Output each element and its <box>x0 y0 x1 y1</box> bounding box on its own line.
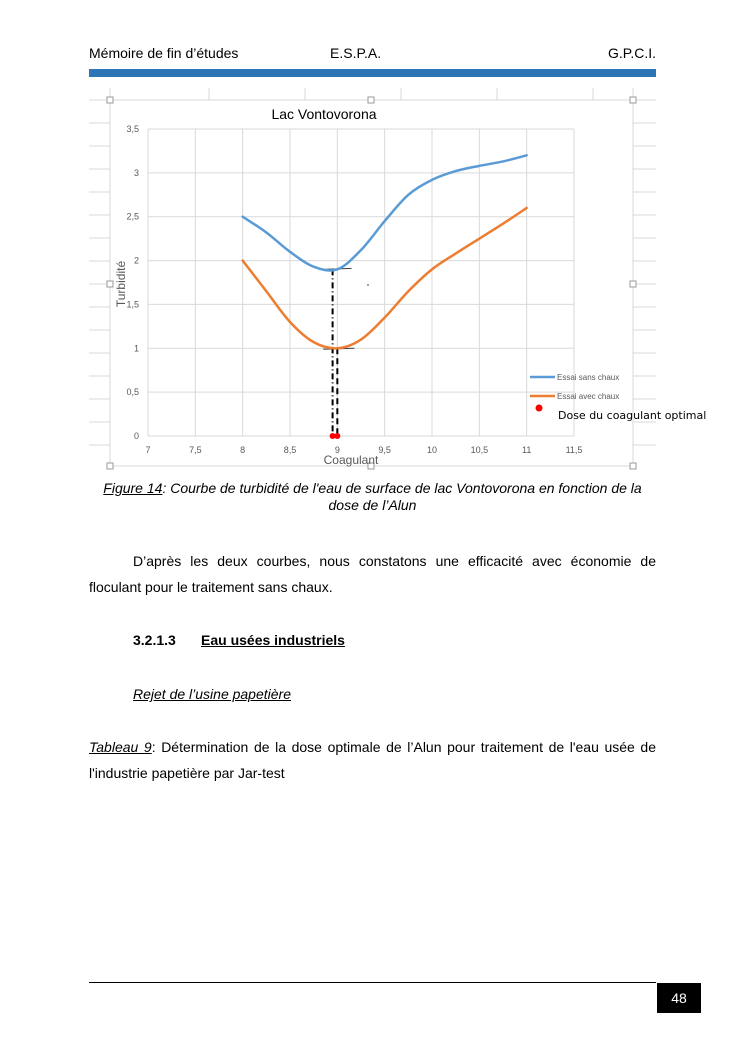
resize-handle <box>630 97 636 103</box>
subsection-title: Rejet de l’usine papetière <box>133 686 291 702</box>
stray-dot <box>367 284 369 286</box>
resize-handle <box>107 463 113 469</box>
x-tick-label: 11 <box>521 445 532 455</box>
y-tick-label: 3,5 <box>126 124 139 134</box>
resize-handle <box>630 281 636 287</box>
figure-caption-text: : Courbe de turbidité de l'eau de surface de lac Vontovorona en fonction de la dose de l’Alun <box>162 480 642 513</box>
resize-handle <box>107 97 113 103</box>
x-tick-label: 7,5 <box>189 445 202 455</box>
x-tick-label: 10,5 <box>470 445 489 455</box>
turbidity-chart <box>89 88 707 468</box>
legend-label: Essai sans chaux <box>557 373 620 382</box>
x-tick-label: 8 <box>240 445 246 455</box>
y-tick-label: 1,5 <box>126 299 139 310</box>
x-tick-label: 10 <box>426 445 438 455</box>
y-tick-label: 3 <box>133 167 139 178</box>
y-tick-label: 0 <box>133 431 139 441</box>
section-title: Eau usées industriels <box>201 632 345 648</box>
y-tick-label: 0,5 <box>126 387 139 398</box>
section-number: 3.2.1.3 <box>133 632 176 648</box>
footer-rule <box>89 982 656 983</box>
chart-container <box>89 88 707 468</box>
x-tick-label: 8,5 <box>283 445 297 455</box>
y-axis-label: Turbidité <box>114 260 128 308</box>
x-tick-label: 7 <box>145 445 151 455</box>
table-caption-label: Tableau 9 <box>89 739 152 755</box>
x-tick-label: 9,5 <box>378 445 391 455</box>
paragraph-text: D’après les deux courbes, nous constatons une efficacité avec économie de floculant pour le traitement sans chaux. <box>89 553 656 595</box>
figure-caption <box>89 480 656 514</box>
figure-caption-label: Figure 14 <box>103 480 163 496</box>
x-axis-label: Coagulant <box>323 453 379 467</box>
resize-handle <box>630 463 636 469</box>
legend-optimal-dot <box>536 405 543 412</box>
header-left: Mémoire de fin d’études <box>89 45 239 61</box>
resize-handle <box>107 281 113 287</box>
optimal-dose-dot <box>334 433 340 439</box>
table-caption-text: : Détermination de la dose optimale de l’Alun pour traitement de l'eau usée de l'industrie papetière par Jar-test <box>89 739 657 781</box>
table-caption <box>89 734 656 786</box>
y-tick-label: 1 <box>133 343 139 354</box>
y-tick-label: 2 <box>133 255 139 266</box>
legend-label: Essai avec chaux <box>557 392 620 401</box>
legend-optimal-label: Dose du coagulant optimal <box>558 409 707 422</box>
resize-handle <box>368 97 374 103</box>
y-tick-label: 2,5 <box>126 211 139 222</box>
chart-title: Lac Vontovorona <box>271 106 377 122</box>
x-tick-label: 11,5 <box>565 445 583 455</box>
header-center: E.S.P.A. <box>330 45 382 61</box>
header-bar <box>89 69 656 77</box>
x-tick-label: 9 <box>334 445 340 455</box>
chart-area <box>110 100 633 466</box>
paragraph <box>89 548 656 600</box>
header-right: G.P.C.I. <box>608 45 656 61</box>
page-number: 48 <box>657 983 701 1013</box>
